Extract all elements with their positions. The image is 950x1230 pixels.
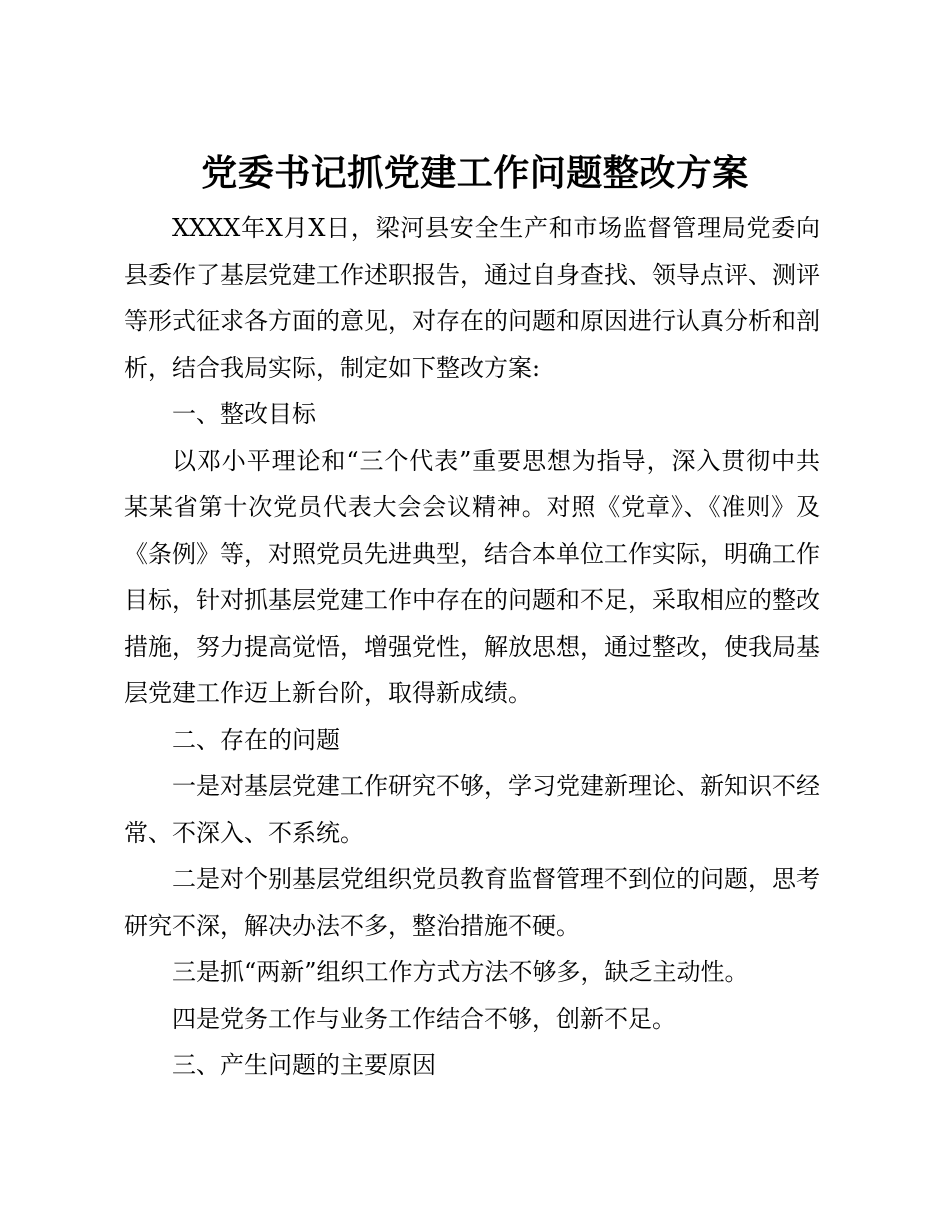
goals-paragraph: 以邓小平理论和“三个代表”重要思想为指导，深入贯彻中共某某省第十次党员代表大会会议精神。对照《党章》、《准则》及《条例》等，对照党员先进典型，结合本单位工作实际，明确工作目标，针对抓基层党建工作中存在的问题和不足，采取相应的整改措施，努力提高觉悟，增强党性，解放思想，通过整改，使我局基层党建工作迈上新台阶，取得新成绩。 xyxy=(124,446,820,707)
document-body xyxy=(124,205,820,1089)
document-title: 党委书记抓党建工作问题整改方案 xyxy=(201,152,749,194)
problem-item-1: 一是对基层党建工作研究不够，学习党建新理论、新知识不经常、不深入、不系统。 xyxy=(124,772,820,847)
problem-item-2: 二是对个别基层党组织党员教育监督管理不到位的问题，思考研究不深，解决办法不多，整治措施不硬。 xyxy=(124,865,820,940)
section-heading-causes: 三、产生问题的主要原因 xyxy=(172,1051,436,1079)
section-heading-problems: 二、存在的问题 xyxy=(172,725,340,754)
section-heading-goals: 一、整改目标 xyxy=(172,400,316,428)
problem-item-3: 三是抓“两新”组织工作方式方法不够多，缺乏主动性。 xyxy=(172,958,749,986)
problem-item-4: 四是党务工作与业务工作结合不够，创新不足。 xyxy=(172,1004,676,1033)
intro-paragraph: XXXX年X月X日，梁河县安全生产和市场监督管理局党委向县委作了基层党建工作述职报告，通过自身查找、领导点评、测评等形式征求各方面的意见，对存在的问题和原因进行认真分析和剖析，结合我局实际，制定如下整改方案: xyxy=(124,214,820,382)
